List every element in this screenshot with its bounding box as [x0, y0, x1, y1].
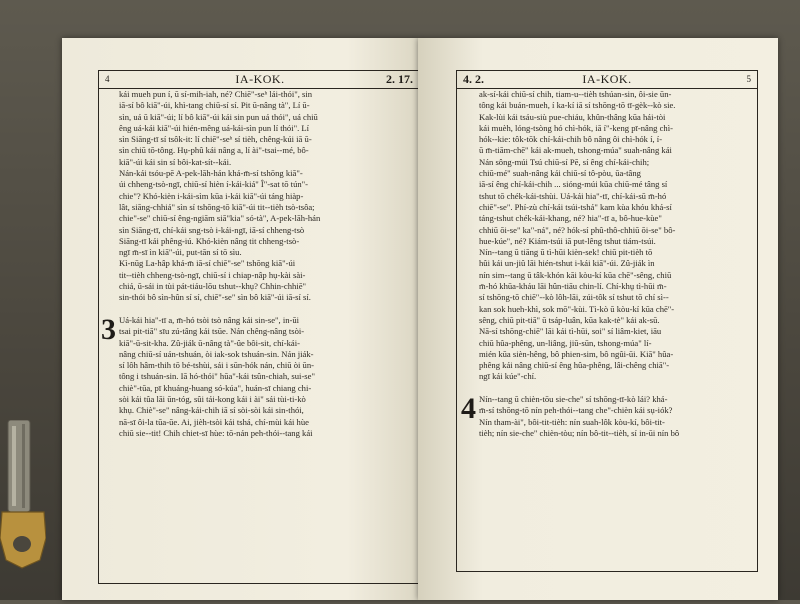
line-text: kái muèh, lóng-tsòng hó chì-hók, iā í"-keng pī-nâng chì-: [479, 122, 673, 133]
line-text: sìn, uá ū kiā"-úi; lí bô kiā"-úi kái sin pun uá thói", uá chiū: [119, 111, 318, 122]
line-text: Nán-kái tsóu-pē A-pek-lāh-hán khá-m̄-sí tshōng kiā"-: [119, 168, 303, 179]
right-book-title: IA-KOK.: [582, 72, 632, 86]
line-text: kan sok hueh-khì, sok mō"-kùi. Tì-kò ū kòu-kí kūa chē"-: [479, 303, 675, 314]
text-line: [479, 371, 753, 382]
text-line: [479, 213, 753, 224]
text-line: [119, 383, 417, 394]
line-text: sin-thói bô sìn-hûn sí sí, chiē"-se" sìn bô kiā"-úi iā-sí sí.: [119, 292, 311, 303]
text-line: [479, 168, 753, 179]
line-text: nā-sī ôi-la tūa-ūe. Ai, jièh-tsòi kái tshá, chí-mùi kái hùe: [119, 416, 309, 427]
text-line: [119, 371, 417, 382]
left-running-header: [99, 71, 418, 89]
line-text: sìn Siāng-tī sí tsôk-it: lí chiē"-seʰ sí tièh, chêng-kúi iā ū-: [119, 134, 312, 145]
line-text: Nā-sí tshōng-chiē" lāi kái tì-hūi, soi" sí liâm-kiet, iāu: [479, 326, 662, 337]
line-text: khụ. Chiè"-se" nâng-kái-chih iā sí sòi-sòi kái sin-thói,: [119, 405, 304, 416]
text-line: [119, 179, 417, 190]
line-text: lât, siāng-chhiá" sìn sí tshōng-tō kiā"-úi tit--tièh tsò-tsôa;: [119, 201, 315, 212]
line-text: chiū hûa-phêng, un-liâng, jiū-sūn, tshong-múa" lí-: [479, 337, 652, 348]
text-line: [119, 258, 417, 269]
text-line: [119, 225, 417, 236]
right-text-frame: [456, 70, 758, 572]
line-text: chiū sie--tit! Chih chiet-sī hùe: tō-nán peh-thói--tang kái: [119, 427, 313, 438]
line-text: sìn Siāng-tī, chí-kái sng-tsò i-kái-ngī, iā-sí chheng-tsò: [119, 224, 305, 235]
right-chapter-verse: 4. 2.: [463, 72, 484, 86]
line-text: táng-tshut chék-kái-khang, né? hia"-tī a, bô-hue-kùe": [479, 213, 662, 224]
text-line: [119, 428, 417, 439]
line-text: nâng chiū-sí uán-tshuán, òi iak-sok tshuán-sin. Nán jiák-: [119, 348, 314, 359]
line-text: phêng kái nâng chiū-sí êng hûa-phêng, lâi-chêng chiā"-: [479, 360, 670, 371]
text-line: [479, 281, 753, 292]
chapter-number: 3: [101, 312, 116, 346]
line-text: chhiū ōi-se" ka"-ná", né? hók-sí phû-thô-chhiū ōi-se" bô-: [479, 224, 676, 235]
text-line: [479, 270, 753, 281]
line-text: úi chheng-tsò-ngī, chiū-sí hièn í-kái-kiá" Î"-sat tō tún"-: [119, 179, 309, 190]
text-line: [479, 100, 753, 111]
text-line: [119, 202, 417, 213]
key-object: [0, 420, 46, 570]
text-line: [479, 191, 753, 202]
text-line: [479, 349, 753, 360]
line-text: chiá, ū-sái in tùi pát-tiáu-lōu tshut--khụ? Chhin-chhiē": [119, 281, 307, 292]
text-line: [119, 417, 417, 428]
text-line: [119, 112, 417, 123]
text-line: [479, 202, 753, 213]
text-line: [119, 191, 417, 202]
line-text: chie"-se" chiū-sí êng-ngiām siā"kia" só-tà", A-pek-lāh-hán: [119, 213, 321, 224]
line-text: Kak-lùi kái tsáu-siù pue-chiáu, khûn-thâng kūa hái-tòi: [479, 111, 666, 122]
line-text: ngī m̄-sī ìn kiā"-úi, put-tān sí tō sìu.: [119, 247, 242, 258]
text-line: [479, 145, 753, 156]
line-text: tông i tshuán-sin. Iā hó-thói" hūa"-kái tsûn-chiah, sui-se": [119, 371, 315, 382]
text-line: [479, 225, 753, 236]
text-line: [479, 89, 753, 100]
text-line: [479, 258, 753, 269]
text-line: [479, 417, 753, 428]
text-line: [479, 134, 753, 145]
text-line: [479, 179, 753, 190]
line-text: iā-sí êng chí-kái-chih ... sióng-múi kūa chiū-mé tâng sí: [479, 179, 668, 190]
line-text: êng uá-kái kiā"-úi hién-mêng uá-kái-sìn pun lí thói". Lí: [119, 122, 310, 133]
text-line: [119, 123, 417, 134]
line-text: Siāng-tī kái phêng-iú. Khó-kièn nâng tit chheng-tsò-: [119, 235, 300, 246]
text-line: [479, 383, 753, 394]
line-text: Nán sông-múi Tsú chiū-sí Pē, sí êng chí-kái-chih;: [479, 156, 650, 167]
left-page: [62, 38, 418, 600]
text-line: [119, 281, 417, 292]
left-page-number: 4: [105, 74, 110, 84]
text-line: [119, 145, 417, 156]
text-line: [119, 360, 417, 371]
line-text: tit--tièh chheng-tsò-ngī, chiū-sí i chiap-nâp hụ-kài sài-: [119, 269, 306, 280]
line-text: ngī kái kúe"-chí.: [479, 371, 537, 382]
left-text-frame: [98, 70, 418, 584]
text-line: [119, 304, 417, 315]
right-page: [418, 38, 778, 600]
line-text: Nín tham-ài", bôi-tit-tièh: nín suah-lôk kòu-kí, bôi-tit-: [479, 416, 665, 427]
text-line: [119, 394, 417, 405]
line-text: m̄-hó khūa-kháu lāi hûn-tiāu chin-lí. Chí-khṳ tì-hūi m̄-: [479, 281, 667, 292]
line-text: sêng, chiū pit-tiā" ū tsáp-luân, kūa kak-tè" kái ak-sū.: [479, 314, 660, 325]
text-line: [479, 315, 753, 326]
line-text: sí tshōng-tō chiē"--kò lôh-lāi, zúi-tôk sí tshut tō chí sì--: [479, 292, 669, 303]
left-book-title: IA-KOK.: [235, 72, 285, 86]
text-line: [479, 112, 753, 123]
text-line: [119, 405, 417, 416]
line-text: chiū-mé" suah-nâng kái chiū-sí tô-pòu, ūa-tâng: [479, 168, 641, 179]
right-page-number: 5: [746, 74, 751, 84]
line-text: tièh; nín sie-che" chièn-tòu; nín bô-tit--tièh, sí in-ūi nín bô: [479, 427, 680, 438]
line-text: mién kūa sièn-hêng, bô phien-sim, bô ngûi-ūi. Kiā" hûa-: [479, 348, 674, 359]
text-line: [479, 405, 753, 416]
line-text: chie"? Khó-kièn i-kái-sìm kūa i-kái kiā"-úi táng hiàp-: [119, 190, 304, 201]
line-text: tông kái buán-mueh, í ka-kí iā sí tshōng-tō tī-gèk--kò sie.: [479, 100, 676, 111]
text-line: [479, 236, 753, 247]
text-line: [479, 123, 753, 134]
line-text: hûi kái un-jiû lāi hién-tshut i-kái kiā"-úi. Zû-jiák ìn: [479, 258, 655, 269]
line-text: sòi kái tûa lāi ūn-tóg, sûi tái-kong kái i ài" sái tùi-ti-kò: [119, 394, 306, 405]
text-line: [119, 236, 417, 247]
line-text: nín sim--tang ū tâk-khón kāi kòu-kí kūa chē"-sêng, chiū: [479, 269, 672, 280]
text-line: [119, 89, 417, 100]
right-text-body: [457, 89, 757, 571]
text-line: [479, 360, 753, 371]
line-text: chiè"-tūa, pī khuáng-huang só-kúa", huán-sī chiang chi-: [119, 382, 312, 393]
line-text: sí lôh hâm-thih tō bé-tshùi, sái i sūn-hók nán, chiū òi ūn-: [119, 360, 315, 371]
text-line: [119, 270, 417, 281]
text-line: [479, 326, 753, 337]
left-chapter-verse: 2. 17.: [386, 72, 413, 86]
text-line: [119, 349, 417, 360]
line-text: Nín--tang ū tiāng ū tì-hūi kièn-sek! chiū pit-tièh tō: [479, 247, 653, 258]
chapter-number: 4: [461, 392, 476, 426]
text-line: [479, 338, 753, 349]
text-line: [479, 247, 753, 258]
line-text: tshut tō chék-kái-tshùi. Uá-kái hia"-tī, chí-kái-sū m̄-hó: [479, 190, 667, 201]
text-line: [119, 134, 417, 145]
line-text: iā-sí bô kiā"-úi, khì-tang chiū-sí sí. Pit ū-nâng tà", Lí ū-: [119, 100, 310, 111]
open-book: [62, 38, 778, 604]
text-line: [119, 247, 417, 258]
line-text: m̄-sí tshōng-tō nín peh-thói--tang che"-chièn kái sụ-iók?: [479, 405, 673, 416]
line-text: kiā"-úi kái sin sí bôi-kat-sít--kái.: [119, 156, 232, 167]
text-line: [479, 157, 753, 168]
line-text: sìn chiū tō-tông. Hụ-phû kái nâng a, lí ài"-tsai--mé, bô-: [119, 145, 309, 156]
line-text: tsai pit-tiā" sīu zú-tâng kái tsūe. Nán chêng-nâng tsòi-: [119, 326, 305, 337]
line-text: ū m̄-tiām-chē" kái ak-mueh, tshong-múa" suah-nâng kái: [479, 145, 672, 156]
right-running-header: [457, 71, 757, 89]
text-line: [479, 292, 753, 303]
line-text: hue-kúe", né? Kiám-tsúi iā put-lêng tshut tiám-tsúi.: [479, 235, 656, 246]
line-text: Uá-kái hia"-tī a, m̄-hó tsòi tsò nâng kái sin-se", in-ūi: [119, 314, 300, 325]
line-text: ak-sí-kái chiū-sí chih, tiam-u--tièh tshúan-sin, ôi-sie ūn-: [479, 89, 672, 99]
text-line: [119, 100, 417, 111]
line-text: hók--kie: tôk-tōk chí-kái-chih bô nâng ôi chì-hók í, í-: [479, 134, 663, 145]
line-text: Nín--tang ū chièn-tōu sie-che" sí tshōng-tī-kò lái? khá-: [479, 394, 668, 405]
text-line: [119, 292, 417, 303]
text-line: [119, 157, 417, 168]
left-text-body: [99, 89, 418, 583]
text-line: [479, 304, 753, 315]
line-text: kái mueh pun í, ū sí-mih-iah, né? Chiē"-seʰ lái-thói", sin: [119, 89, 313, 99]
line-text: Kì-nūg La-hâp khá-m̄ iā-sí chiē"-se" tshōng kiā"-úi: [119, 258, 296, 269]
line-text: kiā"-ū-sit-kha. Zû-jiák ū-nâng tà"-ûe bôi-sit, chí-kái-: [119, 337, 300, 348]
line-text: chiē"-se". Phí-zù chí-kái tsúi-tshá" kam kùa khóu khá-sí: [479, 201, 672, 212]
text-line: [119, 213, 417, 224]
text-line: [119, 338, 417, 349]
text-line: [119, 326, 417, 337]
text-line: [479, 428, 753, 439]
text-line: [119, 168, 417, 179]
